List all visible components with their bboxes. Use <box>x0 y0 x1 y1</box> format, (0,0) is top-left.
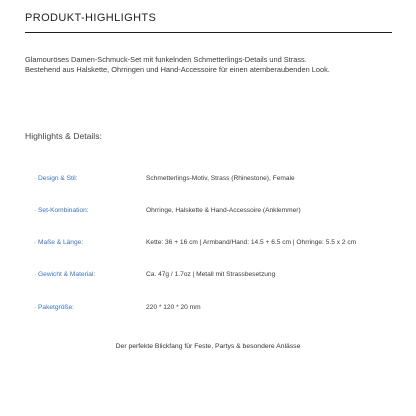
detail-row-package <box>0 304 416 316</box>
details-heading: Highlights & Details: <box>25 131 102 141</box>
detail-row-set <box>0 207 416 219</box>
detail-row-size <box>0 239 416 251</box>
detail-value: Ca. 47g / 1.7oz | Metall mit Strassbesetzung <box>146 271 276 278</box>
detail-label: · Design & Stil: <box>34 175 78 182</box>
footer-note: Der perfekte Blickfang für Feste, Partys & besondere Anlässe <box>115 343 301 350</box>
detail-label: · Gewicht & Material: <box>34 271 96 278</box>
detail-value: Kette: 36 + 16 cm | Armband/Hand: 14.5 + 6.5 cm | Ohrringe: 5.5 x 2 cm <box>146 239 357 246</box>
detail-row-weight <box>0 271 416 283</box>
detail-label: · Set-Kombination: <box>34 207 89 214</box>
page-title: PRODUKT-HIGHLIGHTS <box>25 12 157 24</box>
product-intro <box>25 55 395 74</box>
detail-label: · Paketgröße: <box>34 304 74 311</box>
intro-line-1: Glamouröses Damen-Schmuck-Set mit funkelnden Schmetterlings-Details und Strass. <box>25 55 307 64</box>
detail-value: Schmetterlings-Motiv, Strass (Rhinestone), Female <box>146 175 295 182</box>
detail-value: Ohrringe, Halskette & Hand-Accessoire (Anklemmer) <box>146 207 301 214</box>
detail-value: 220 * 120 * 20 mm <box>146 304 201 311</box>
detail-label: · Maße & Länge: <box>34 239 84 246</box>
intro-line-2: Bestehend aus Halskette, Ohrringen und Hand-Accessoire für einen atemberaubenden Look. <box>25 64 330 74</box>
detail-row-design <box>0 175 416 187</box>
title-divider <box>25 32 392 33</box>
